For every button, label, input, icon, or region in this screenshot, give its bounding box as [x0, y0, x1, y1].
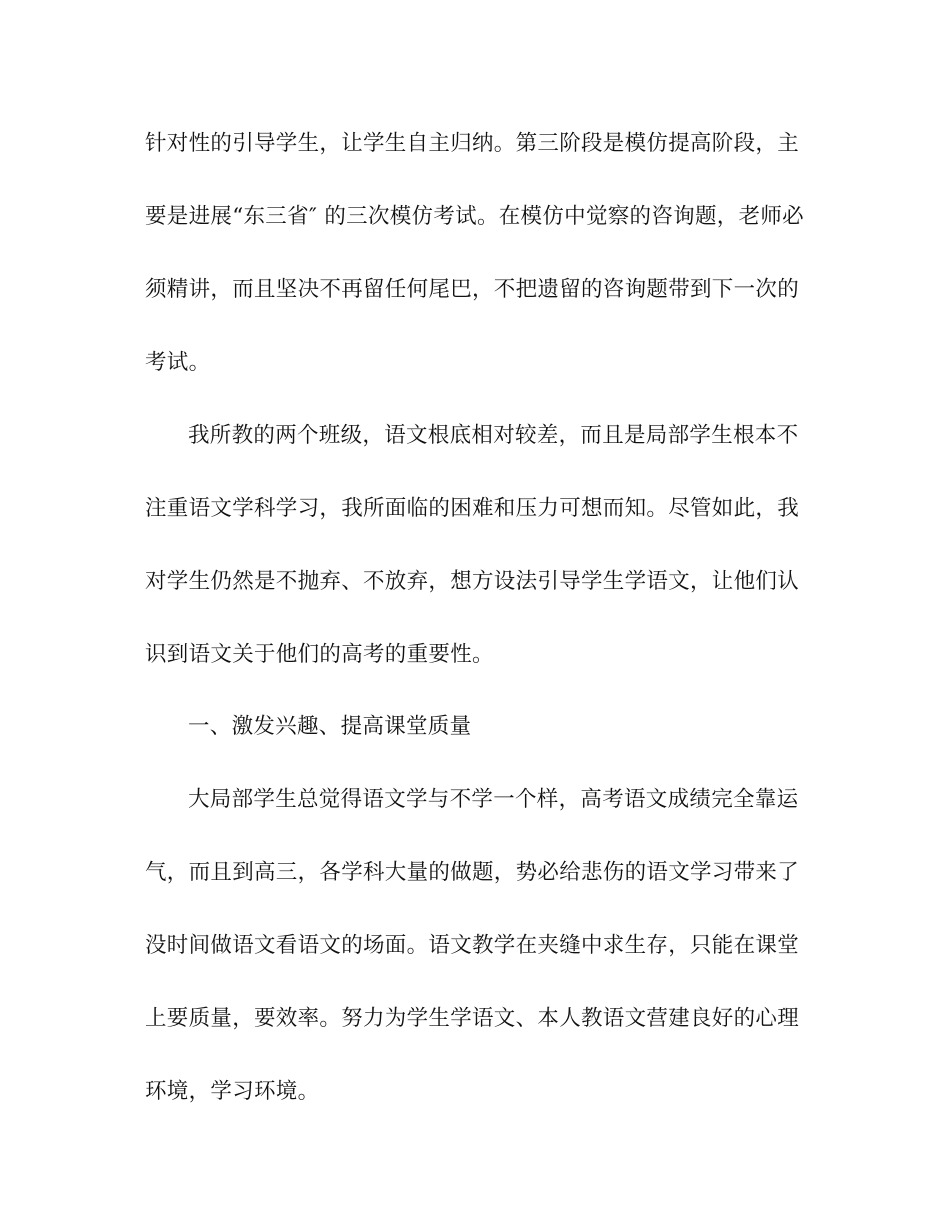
- text-line: 气，而且到高三，各学科大量的做题，势必给悲伤的语文学习带来了: [145, 860, 800, 885]
- text-line: 针对性的引导学生，让学生自主归纳。第三阶段是模仿提高阶段，主: [145, 131, 800, 156]
- text-line: 上要质量，要效率。努力为学生学语文、本人教语文营建良好的心理: [145, 1006, 800, 1031]
- text-line: 我所教的两个班级，语文根底相对较差，而且是局部学生根本不: [188, 423, 799, 448]
- text-line: 环境，学习环境。: [145, 1079, 320, 1104]
- text-line: 没时间做语文看语文的场面。语文教学在夹缝中求生存，只能在课堂: [145, 933, 800, 958]
- text-line: 考试。: [145, 350, 211, 375]
- text-line: 对学生仍然是不抛弃、不放弃，想方设法引导学生学语文，让他们认: [145, 569, 800, 594]
- text-line: 大局部学生总觉得语文学与不学一个样，高考语文成绩完全靠运: [188, 787, 799, 812]
- text-line: 识到语文关于他们的高考的重要性。: [145, 642, 494, 667]
- section-heading: 一、激发兴趣、提高课堂质量: [188, 714, 472, 739]
- text-line: 须精讲，而且坚决不再留任何尾巴，不把遗留的咨询题带到下一次的: [145, 277, 800, 302]
- text-line: 要是进展“东三省″ 的三次模仿考试。在模仿中觉察的咨询题，老师必: [145, 204, 804, 229]
- text-line: 注重语文学科学习，我所面临的困难和压力可想而知。尽管如此，我: [145, 496, 800, 521]
